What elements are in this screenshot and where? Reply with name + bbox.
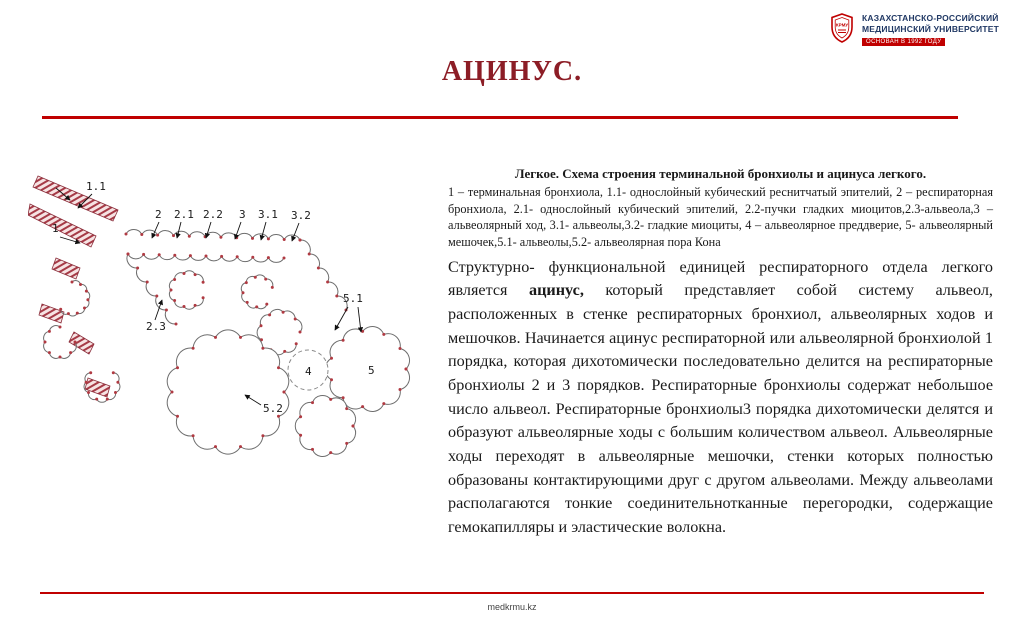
term-acinus: ацинус, — [528, 281, 584, 300]
arrow-label-3-1 — [261, 222, 266, 240]
footer-url: medkrmu.kz — [487, 602, 537, 612]
footer-divider — [40, 592, 984, 594]
figure-label-2-1: 2.1 — [174, 208, 194, 221]
acinus-figure — [28, 162, 438, 562]
figure-label-1: 1 — [52, 222, 59, 235]
arrow-label-5-1a — [335, 307, 348, 330]
figure-label-3-2: 3.2 — [291, 209, 311, 222]
title-divider — [42, 116, 958, 119]
body-text-before: Структурно- функциональной единицей респираторного отдела легкого является — [448, 257, 993, 300]
shield-monogram: КРМУ — [835, 22, 849, 28]
figure-label-5-1: 5.1 — [343, 292, 363, 305]
text-column — [448, 166, 993, 540]
university-name — [862, 13, 999, 46]
figure-label-5-2: 5.2 — [263, 402, 283, 415]
figure-label-2-3: 2.3 — [146, 320, 166, 333]
body-paragraph — [448, 256, 993, 540]
body-text-after: который представляет собой систему альвеол, расположенных в стенке респираторных бронхиол, альвеолярных ходов и мешочков. Начинается ацинус респираторной или альвеолярной бронхиолой 1 порядка, которая дихотомически последовательно делится на респираторные бронхиолы 2 и 3 порядков. Респираторные бронхиолы содержат небольшое число альвеол. Респираторные бронхиолы3 порядка дихотомически делятся и образуют альвеолярные ходы с большим количеством альвеол. Альвеолярные ходы переходят в альвеолярные мешочки, стенки которых полностью образованы контактирующими друг с другом альвеолами. Между альвеолами располагаются тонкие соединительнотканные перегородки, содержащие гемокапилляры и эластические волокна. — [448, 281, 993, 536]
acinus-diagram — [28, 162, 438, 562]
figure-caption-title: Легкое. Схема строения терминальной бронхиолы и ацинуса легкого. — [514, 166, 927, 181]
figure-label-4: 4 — [305, 365, 312, 378]
founded-badge: ОСНОВАН В 1992 ГОДУ — [862, 38, 945, 46]
arrow-label-5-1b — [358, 307, 361, 332]
figure-label-3-1: 3.1 — [258, 208, 278, 221]
university-shield-icon — [830, 13, 854, 43]
bronchiole-wall-hatching — [28, 176, 118, 397]
figure-label-2-2: 2.2 — [203, 208, 223, 221]
university-name-line1: КАЗАХСТАНСКО-РОССИЙСКИЙ — [862, 13, 999, 23]
figure-label-5: 5 — [368, 364, 375, 377]
arrow-label-3-2 — [292, 223, 299, 241]
university-logo — [830, 13, 999, 46]
university-name-line2: МЕДИЦИНСКИЙ УНИВЕРСИТЕТ — [862, 24, 999, 35]
arrow-label-2-2 — [206, 222, 211, 238]
figure-label-2: 2 — [155, 208, 162, 221]
arrow-label-2-1 — [177, 222, 181, 238]
alveoli-outlines — [44, 230, 410, 457]
figure-label-3: 3 — [239, 208, 246, 221]
figure-label-1-1: 1.1 — [86, 180, 106, 193]
slide-title: АЦИНУС. — [441, 56, 583, 87]
figure-caption-legend: 1 – терминальная бронхиола, 1.1- однослойный кубический реснитчатый эпителий, 2 – респираторная бронхиола, 2.1- однослойный кубический эпителий, 2.2-пучки гладких миоцитов,2.3-альвеола,3 – альвеолярный ход, 3.1- альвеолы,3.2- гладкие миоциты, 4 – альвеолярное преддверие, 5- альвеолярный мешочек,5.1- альвеолы,5.2- альвеолярная пора Кона — [448, 184, 993, 250]
